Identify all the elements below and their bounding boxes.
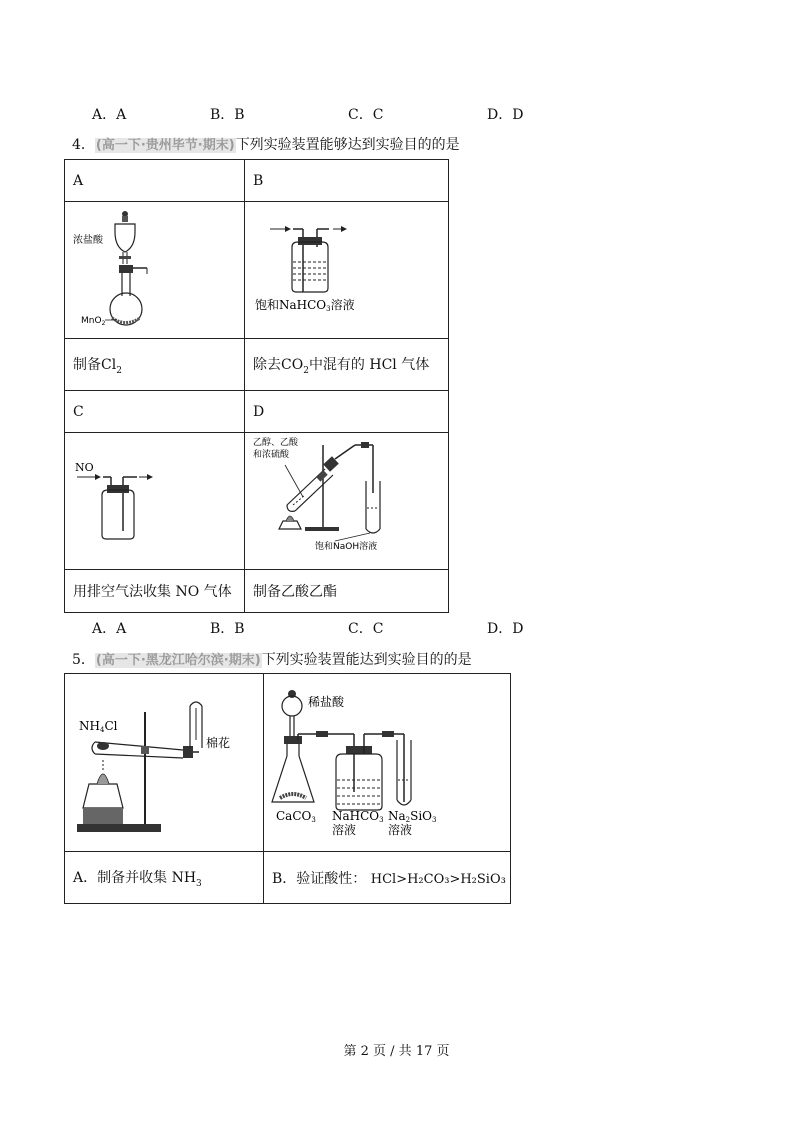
ethyl-acetate-apparatus-figure bbox=[245, 433, 440, 569]
q5-number: 5． bbox=[72, 652, 95, 668]
q4-desc-b: 除去$CO_2$中混有的 HCl 气体 bbox=[245, 339, 449, 391]
q5-table bbox=[64, 673, 511, 904]
q4-desc-d: 制备乙酸乙酯 bbox=[245, 570, 449, 613]
q4-option-b[interactable]: B．B bbox=[210, 621, 245, 637]
chlorine-apparatus-figure bbox=[65, 202, 236, 338]
mno2-label: MnO$_2$ bbox=[81, 316, 106, 327]
q4-stem bbox=[72, 134, 460, 154]
q4-option-c[interactable]: C．C bbox=[348, 621, 384, 637]
no-gas-label: NO bbox=[75, 461, 94, 474]
q4-figure-d bbox=[245, 433, 449, 570]
nahco3-label: NaHCO3 bbox=[332, 809, 384, 824]
q5-desc-a: A．制备并收集 $NH_3$ bbox=[65, 852, 264, 904]
q4-cell-a-head: A bbox=[65, 160, 245, 202]
q3-option-c[interactable]: C．C bbox=[348, 107, 384, 123]
acidity-apparatus-figure bbox=[264, 674, 510, 851]
q3-option-a[interactable]: A．A bbox=[92, 107, 127, 123]
q5-source-tag[interactable]: (高一下·黑龙江哈尔滨·期末) bbox=[95, 653, 261, 668]
q5-figure-b bbox=[264, 674, 511, 852]
q5-question: 下列实验装置能达到实验目的的是 bbox=[261, 652, 472, 668]
q4-number: 4． bbox=[72, 137, 95, 153]
na2sio3-solution-label: 溶液 bbox=[388, 823, 413, 837]
q4-table bbox=[64, 159, 449, 613]
q4-desc-c: 用排空气法收集 NO 气体 bbox=[65, 570, 245, 613]
na2sio3-label: Na2SiO3 bbox=[388, 809, 437, 824]
q4-question: 下列实验装置能够达到实验目的的是 bbox=[235, 137, 460, 153]
q5-figure-a bbox=[65, 674, 264, 852]
nh4cl-label: NH4Cl bbox=[79, 719, 118, 734]
conc-hcl-label: 浓盐酸 bbox=[73, 235, 103, 246]
saturated-nahco3-label: 饱和NaHCO3溶液 bbox=[255, 298, 355, 313]
caco3-label: CaCO3 bbox=[276, 809, 316, 824]
nahco3-solution-label: 溶液 bbox=[332, 823, 357, 837]
page-footer: 第 2 页 / 共 17 页 bbox=[343, 1044, 450, 1059]
q5-desc-b: B．验证酸性： HCl>H₂CO₃>H₂SiO₃ bbox=[264, 852, 511, 904]
q4-desc-a: 制备$Cl_2$ bbox=[65, 339, 245, 391]
q4-option-a[interactable]: A．A bbox=[92, 621, 127, 637]
q4-cell-c-head: C bbox=[65, 391, 245, 433]
q3-option-b[interactable]: B．B bbox=[210, 107, 245, 123]
gas-wash-bottle-figure bbox=[245, 202, 440, 338]
q4-options bbox=[0, 618, 793, 638]
dilute-hcl-label: 稀盐酸 bbox=[308, 695, 345, 709]
q4-figure-c bbox=[65, 433, 245, 570]
cotton-label: 棉花 bbox=[206, 736, 231, 750]
q4-source-tag[interactable]: (高一下·贵州毕节·期末) bbox=[95, 138, 235, 153]
q4-option-d[interactable]: D．D bbox=[487, 621, 524, 637]
q4-figure-b bbox=[245, 202, 449, 339]
reagents-label-2: 和浓硫酸 bbox=[253, 450, 290, 460]
q4-cell-b-head: B bbox=[245, 160, 449, 202]
q3-option-d[interactable]: D．D bbox=[487, 107, 524, 123]
q3-options bbox=[0, 104, 793, 124]
q4-figure-a bbox=[65, 202, 245, 339]
ammonia-apparatus-figure bbox=[65, 674, 263, 851]
naoh-solution-label: 饱和NaOH溶液 bbox=[315, 542, 378, 552]
no-collection-figure bbox=[65, 433, 236, 569]
q4-cell-d-head: D bbox=[245, 391, 449, 433]
reagents-label-1: 乙醇、乙酸 bbox=[253, 438, 299, 448]
q5-stem bbox=[72, 649, 472, 669]
